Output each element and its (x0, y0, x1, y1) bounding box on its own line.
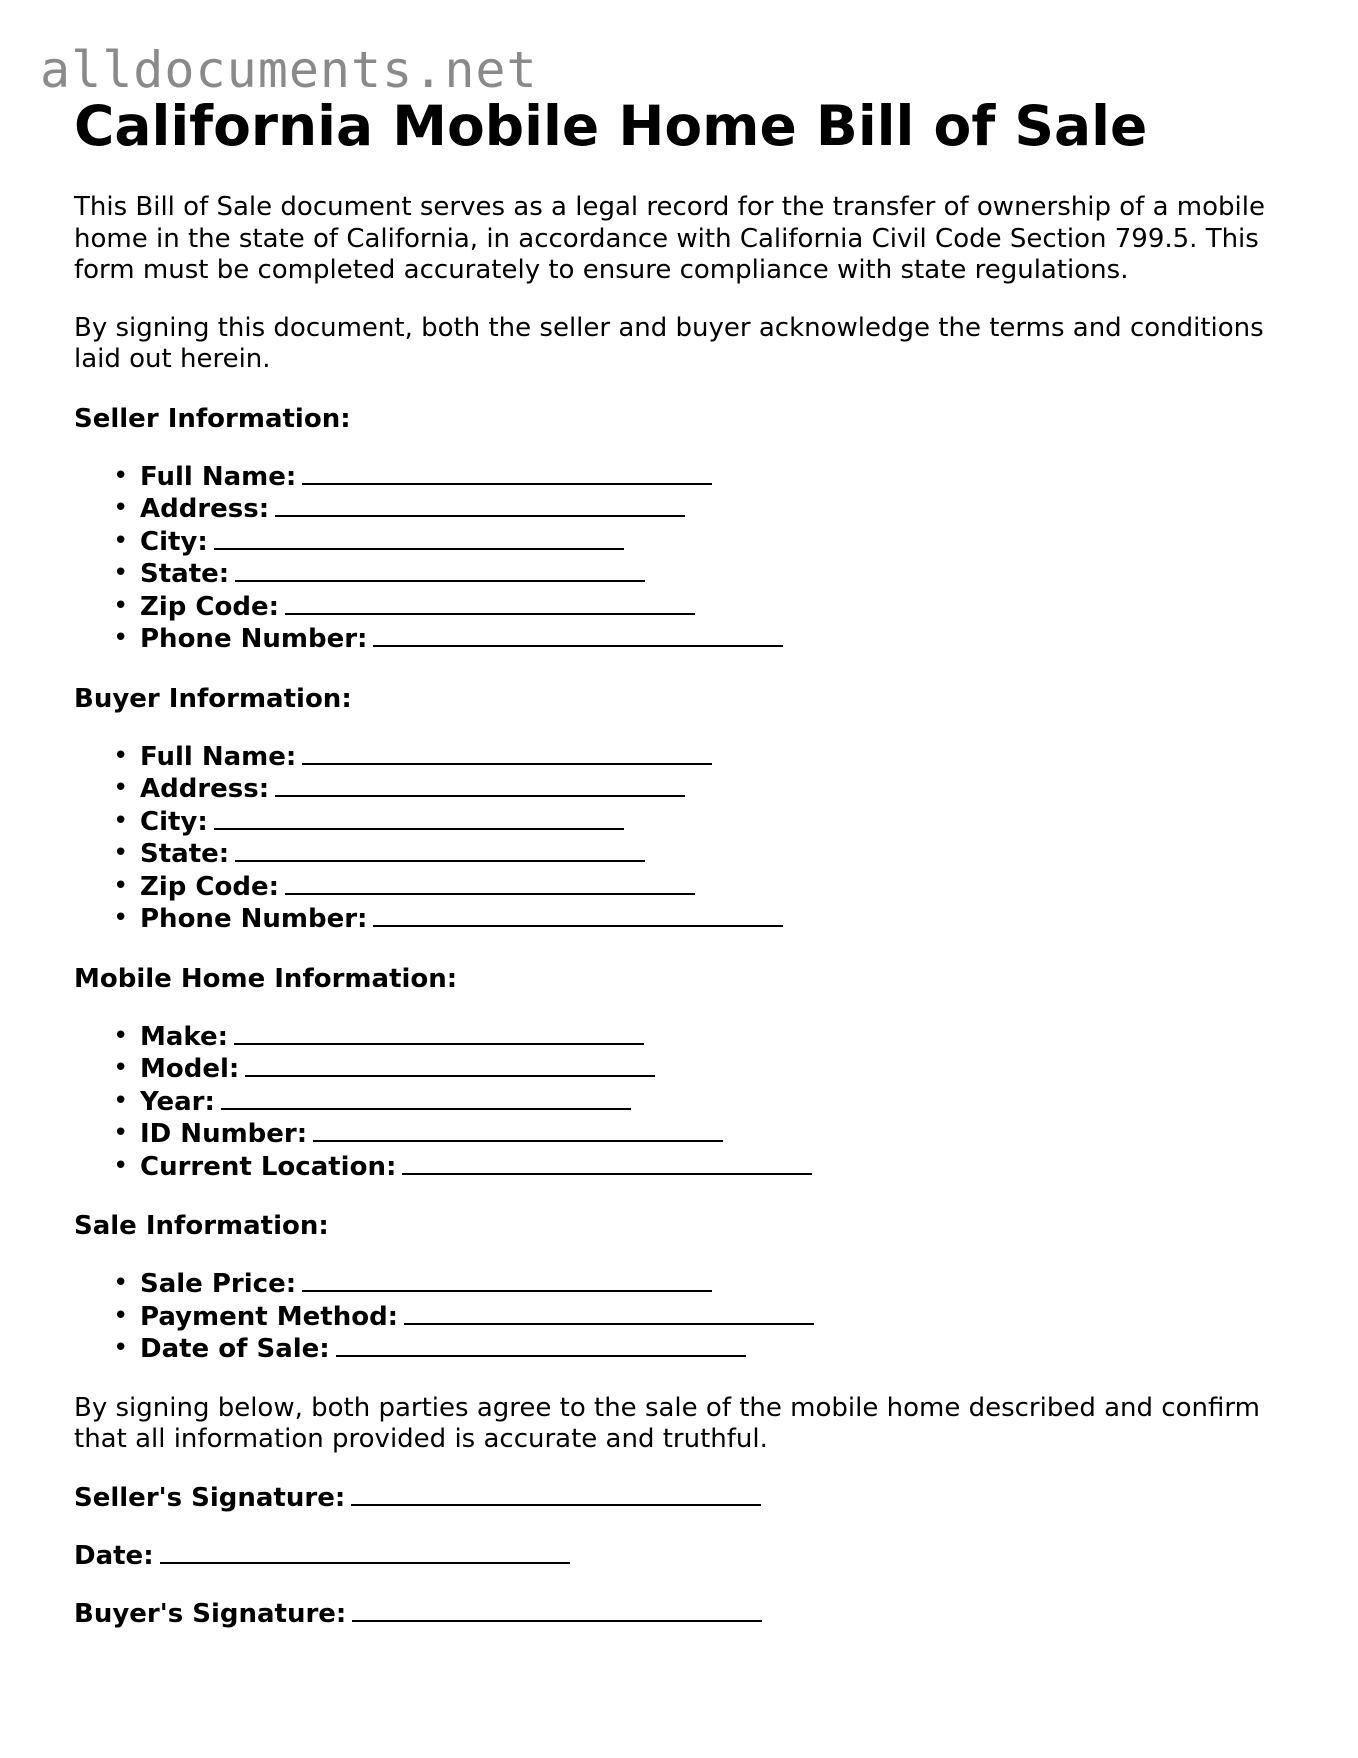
year-field: • Year: (140, 1086, 1304, 1119)
buyer-address-field: • Address: (140, 773, 1304, 806)
buyer-zip-field: • Zip Code: (140, 871, 1304, 904)
field-label: Year: (140, 1086, 215, 1117)
buyer-signature-line (74, 1598, 1304, 1630)
buyer-full-name-field: • Full Name: (140, 741, 1304, 774)
date-line (74, 1540, 1304, 1572)
mobile-home-field-list (74, 1021, 1304, 1184)
seller-city-field: • City: (140, 526, 1304, 559)
field-label: Address: (140, 774, 270, 804)
buyer-state-field: • State: (140, 838, 1304, 871)
blank-line[interactable] (302, 1268, 712, 1292)
field-label: Phone Number: (140, 624, 368, 654)
seller-signature-line (74, 1482, 1304, 1514)
blank-line[interactable] (214, 526, 624, 550)
seller-address-field: • Address: (140, 493, 1304, 526)
field-label: Current Location: (140, 1151, 397, 1182)
blank-line[interactable] (245, 1053, 655, 1077)
document-body (74, 90, 1304, 1630)
blank-line[interactable] (336, 1333, 746, 1357)
blank-line[interactable] (285, 871, 695, 895)
acknowledgement-paragraph: By signing this document, both the seller and buyer acknowledge the terms and conditions laid out herein. (74, 312, 1264, 374)
buyer-section-heading: Buyer Information: (74, 683, 352, 714)
buyer-signature-blank[interactable] (352, 1598, 762, 1622)
buyer-signature-label: Buyer's Signature: (74, 1598, 347, 1629)
blank-line[interactable] (214, 806, 624, 830)
field-label: Zip Code: (140, 871, 280, 902)
closing-paragraph: By signing below, both parties agree to the sale of the mobile home described and confirm that all information provided is accurate and truthful. (74, 1392, 1260, 1454)
current-location-field: • Current Location: (140, 1151, 1304, 1184)
date-blank[interactable] (160, 1540, 570, 1564)
seller-signature-blank[interactable] (351, 1482, 761, 1506)
make-field: • Make: (140, 1021, 1304, 1054)
seller-phone-field: • Phone Number: (140, 623, 1304, 656)
date-of-sale-field: • Date of Sale: (140, 1333, 1304, 1366)
field-label: Date of Sale: (140, 1334, 330, 1364)
payment-method-field: • Payment Method: (140, 1301, 1304, 1334)
seller-zip-field: • Zip Code: (140, 591, 1304, 624)
blank-line[interactable] (302, 741, 712, 765)
blank-line[interactable] (275, 493, 685, 517)
blank-line[interactable] (302, 461, 712, 485)
watermark: alldocuments.net (40, 41, 538, 99)
field-label: Payment Method: (140, 1301, 399, 1332)
sale-section-heading: Sale Information: (74, 1211, 329, 1241)
field-label: Full Name: (140, 741, 297, 772)
buyer-city-field: • City: (140, 806, 1304, 839)
date-label: Date: (74, 1540, 154, 1571)
blank-line[interactable] (235, 558, 645, 582)
field-label: Zip Code: (140, 591, 280, 622)
field-label: Full Name: (140, 461, 297, 492)
blank-line[interactable] (313, 1118, 723, 1142)
blank-line[interactable] (373, 623, 783, 647)
seller-section-heading: Seller Information: (74, 403, 351, 434)
seller-signature-label: Seller's Signature: (74, 1482, 346, 1513)
sale-field-list (74, 1268, 1304, 1366)
blank-line[interactable] (275, 773, 685, 797)
seller-field-list (74, 461, 1304, 656)
buyer-phone-field: • Phone Number: (140, 903, 1304, 936)
field-label: Sale Price: (140, 1269, 297, 1299)
blank-line[interactable] (285, 591, 695, 615)
id-number-field: • ID Number: (140, 1118, 1304, 1151)
field-label: ID Number: (140, 1119, 308, 1149)
field-label: Address: (140, 494, 270, 524)
blank-line[interactable] (402, 1151, 812, 1175)
seller-state-field: • State: (140, 558, 1304, 591)
field-label: City: (140, 526, 208, 557)
blank-line[interactable] (235, 838, 645, 862)
field-label: Phone Number: (140, 904, 368, 934)
intro-paragraph: This Bill of Sale document serves as a legal record for the transfer of ownership of a mobile home in the state of California, in accordance with California Civil Code Section 799.5. This form must be completed accurately to ensure compliance with state regulations. (74, 192, 1265, 285)
mobile-home-section-heading: Mobile Home Information: (74, 963, 458, 994)
blank-line[interactable] (221, 1086, 631, 1110)
field-label: State: (140, 839, 230, 869)
field-label: City: (140, 806, 208, 837)
buyer-field-list (74, 741, 1304, 936)
sale-price-field: • Sale Price: (140, 1268, 1304, 1301)
blank-line[interactable] (234, 1021, 644, 1045)
field-label: State: (140, 559, 230, 589)
model-field: • Model: (140, 1053, 1304, 1086)
seller-full-name-field: • Full Name: (140, 461, 1304, 494)
blank-line[interactable] (404, 1301, 814, 1325)
document-title: California Mobile Home Bill of Sale (74, 94, 1148, 158)
field-label: Model: (140, 1054, 240, 1084)
field-label: Make: (140, 1021, 229, 1052)
blank-line[interactable] (373, 903, 783, 927)
